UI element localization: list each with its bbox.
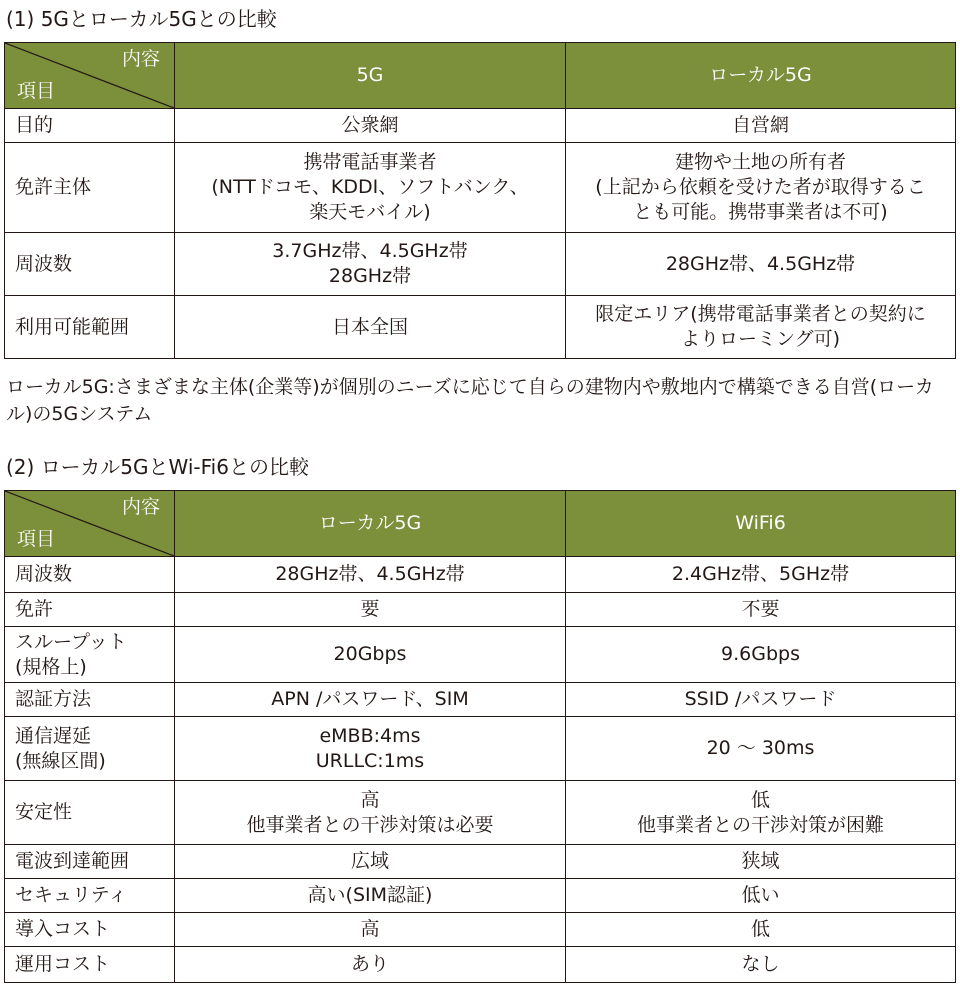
value-cell bbox=[566, 947, 956, 983]
cell-text-line: APN /パスワード、SIM bbox=[271, 688, 469, 710]
table-row bbox=[5, 781, 956, 845]
value-cell bbox=[566, 781, 956, 845]
table1-col-local5g: ローカル5G bbox=[566, 43, 956, 109]
row-label-cell bbox=[5, 593, 175, 627]
value-cell bbox=[566, 845, 956, 879]
cell-text-line: 28GHz帯 bbox=[328, 265, 412, 287]
table-row bbox=[5, 845, 956, 879]
cell-text-line: あり bbox=[350, 953, 389, 975]
section2-heading: (2) ローカル5GとWi-Fi6との比較 bbox=[6, 455, 309, 479]
cell-text-line: SSID /パスワード bbox=[684, 688, 837, 710]
cell-text-line: 低 bbox=[750, 918, 770, 940]
value-cell bbox=[566, 913, 956, 947]
cell-text-line: 免許 bbox=[15, 598, 54, 620]
cell-text-line: なし bbox=[741, 953, 780, 975]
cell-text-line: 日本全国 bbox=[331, 315, 408, 338]
cell-text-line: 携帯電話事業者 bbox=[303, 151, 437, 173]
value-cell bbox=[175, 109, 566, 143]
table-row bbox=[5, 683, 956, 717]
cell-text-line: とも可能。携帯事業者は不可) bbox=[633, 201, 888, 223]
row-label-cell bbox=[5, 845, 175, 879]
row-label-cell bbox=[5, 913, 175, 947]
value-cell bbox=[175, 233, 566, 296]
corner-item-label: 項目 bbox=[17, 528, 56, 550]
corner-content-label: 内容 bbox=[121, 48, 160, 70]
table-row bbox=[5, 627, 956, 683]
row-label-cell: 目的 bbox=[5, 109, 175, 143]
row-label-cell: 利用可能範囲 bbox=[5, 296, 175, 359]
cell-text-line: 自営網 bbox=[731, 114, 789, 136]
cell-text-line: 要 bbox=[360, 598, 380, 620]
table2-col-wifi6: WiFi6 bbox=[566, 491, 956, 557]
value-cell bbox=[175, 296, 566, 359]
value-cell bbox=[175, 593, 566, 627]
cell-text-line: 20Gbps bbox=[333, 643, 407, 665]
cell-text-line: (無線区間) bbox=[15, 749, 106, 772]
cell-text-line: 建物や土地の所有者 bbox=[674, 151, 846, 173]
value-cell bbox=[566, 593, 956, 627]
cell-text-line: 高 bbox=[360, 918, 380, 940]
table-row bbox=[5, 947, 956, 983]
cell-text-line: 楽天モバイル) bbox=[309, 201, 431, 223]
cell-text-line: (NTTドコモ、KDDI、ソフトバンク、 bbox=[211, 176, 529, 198]
value-cell bbox=[566, 143, 956, 233]
row-label-cell bbox=[5, 879, 175, 913]
cell-text-line: 安定性 bbox=[15, 801, 73, 823]
value-cell bbox=[566, 683, 956, 717]
cell-text-line: 20 〜 30ms bbox=[706, 737, 815, 759]
comparison-table-5g-local5g bbox=[4, 42, 956, 359]
table-row bbox=[5, 109, 956, 143]
value-cell bbox=[175, 683, 566, 717]
value-cell bbox=[566, 627, 956, 683]
table2-corner-header bbox=[5, 491, 175, 557]
cell-text-line: 通信遅延 bbox=[15, 724, 92, 747]
value-cell bbox=[566, 109, 956, 143]
cell-text-line: 狭域 bbox=[741, 850, 780, 872]
table-row bbox=[5, 296, 956, 359]
value-cell bbox=[566, 233, 956, 296]
section1-heading: (1) 5Gとローカル5Gとの比較 bbox=[6, 7, 277, 31]
value-cell bbox=[566, 879, 956, 913]
row-label-cell: 周波数 bbox=[5, 233, 175, 296]
table-row bbox=[5, 717, 956, 781]
table1-col-5g: 5G bbox=[175, 43, 566, 109]
table2-col-local5g: ローカル5G bbox=[175, 491, 566, 557]
value-cell bbox=[175, 143, 566, 233]
value-cell bbox=[175, 947, 566, 983]
cell-text-line: 公衆網 bbox=[341, 114, 399, 136]
row-label-cell bbox=[5, 627, 175, 683]
table-row bbox=[5, 143, 956, 233]
cell-text-line: 運用コスト bbox=[15, 953, 111, 975]
value-cell bbox=[566, 296, 956, 359]
value-cell bbox=[566, 557, 956, 593]
cell-text-line: よりローミング可) bbox=[680, 328, 841, 350]
value-cell bbox=[175, 557, 566, 593]
value-cell bbox=[175, 627, 566, 683]
cell-text-line: eMBB:4ms bbox=[319, 724, 421, 747]
table-row bbox=[5, 593, 956, 627]
cell-text-line: 他事業者との干渉対策は必要 bbox=[246, 813, 494, 836]
cell-text-line: (上記から依頼を受けた者が取得するこ bbox=[595, 176, 926, 198]
cell-text-line: (規格上) bbox=[15, 655, 87, 678]
cell-text-line: 認証方法 bbox=[15, 688, 92, 710]
cell-text-line: 2.4GHz帯、5GHz帯 bbox=[671, 563, 850, 585]
cell-text-line: 28GHz帯、4.5GHz帯 bbox=[275, 563, 465, 585]
cell-text-line: セキュリティ bbox=[15, 884, 128, 906]
value-cell bbox=[175, 781, 566, 845]
cell-text-line: 他事業者との干渉対策が困難 bbox=[636, 813, 884, 836]
cell-text-line: 高い(SIM認証) bbox=[307, 884, 433, 906]
value-cell bbox=[566, 717, 956, 781]
value-cell bbox=[175, 879, 566, 913]
cell-text-line: 低 bbox=[750, 788, 770, 811]
table-row bbox=[5, 913, 956, 947]
row-label-cell bbox=[5, 781, 175, 845]
cell-text-line: 28GHz帯、4.5GHz帯 bbox=[665, 252, 856, 275]
cell-text-line: 高 bbox=[360, 788, 380, 811]
cell-text-line: URLLC:1ms bbox=[315, 749, 425, 772]
cell-text-line: 電波到達範囲 bbox=[15, 850, 130, 872]
cell-text-line: 3.7GHz帯、4.5GHz帯 bbox=[272, 240, 468, 262]
value-cell bbox=[175, 913, 566, 947]
cell-text-line: 低い bbox=[741, 884, 780, 906]
cell-text-line: スループット bbox=[15, 630, 127, 653]
corner-content-label: 内容 bbox=[121, 496, 160, 518]
cell-text-line: 限定エリア(携帯電話事業者との契約に bbox=[595, 303, 926, 325]
value-cell bbox=[175, 845, 566, 879]
table-row bbox=[5, 233, 956, 296]
local5g-definition-note: ローカル5G:さまざまな主体(企業等)が個別のニーズに応じて自らの建物内や敷地内で構築できる自営(ローカル)の5Gシステム bbox=[6, 376, 934, 425]
row-label-cell: 免許主体 bbox=[5, 143, 175, 233]
table-row bbox=[5, 879, 956, 913]
cell-text-line: 周波数 bbox=[15, 563, 73, 585]
row-label-cell bbox=[5, 557, 175, 593]
table-row bbox=[5, 557, 956, 593]
row-label-cell bbox=[5, 683, 175, 717]
row-label-cell bbox=[5, 717, 175, 781]
cell-text-line: 導入コスト bbox=[15, 918, 111, 940]
row-label-cell bbox=[5, 947, 175, 983]
value-cell bbox=[175, 717, 566, 781]
corner-item-label: 項目 bbox=[17, 80, 56, 102]
cell-text-line: 広域 bbox=[350, 850, 389, 872]
cell-text-line: 9.6Gbps bbox=[721, 643, 800, 665]
comparison-table-local5g-wifi6 bbox=[4, 490, 956, 983]
table1-corner-header bbox=[5, 43, 175, 109]
cell-text-line: 不要 bbox=[741, 598, 780, 620]
